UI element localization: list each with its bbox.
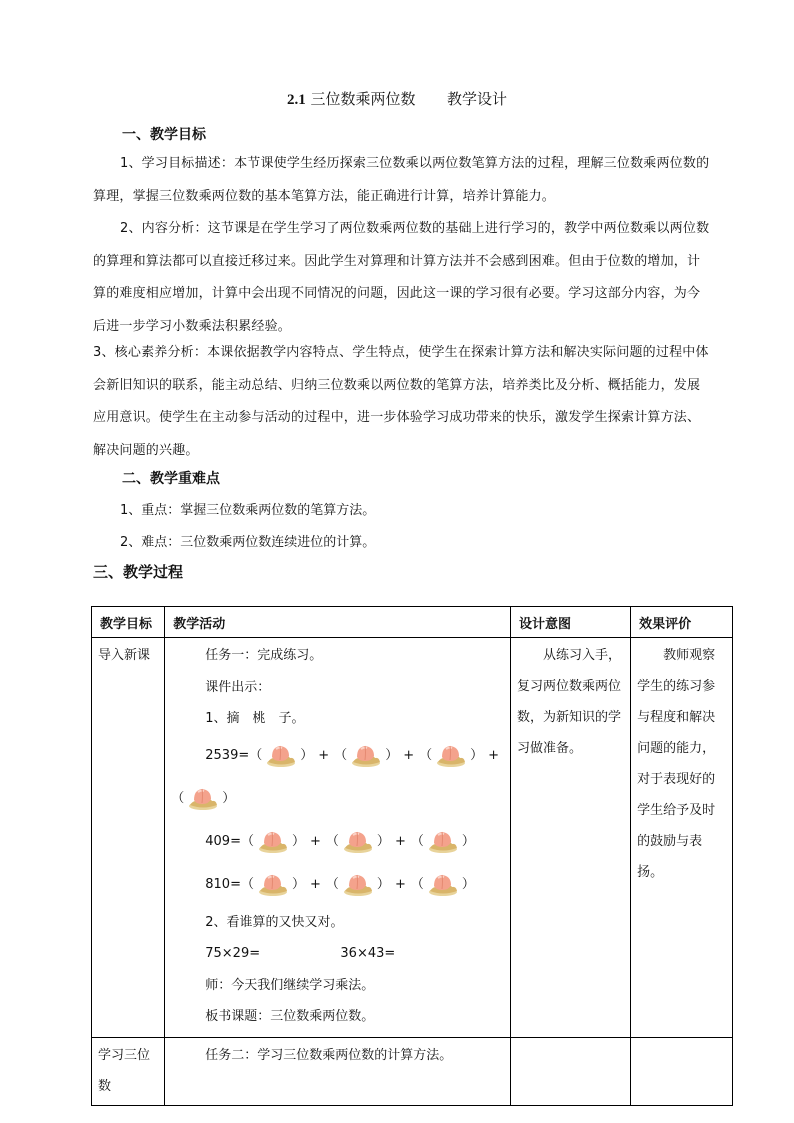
table-row xyxy=(92,638,733,1038)
plus-sign: + xyxy=(394,877,406,893)
peach-slot: （ ） xyxy=(326,826,390,858)
equation-409 xyxy=(171,821,504,864)
plus-sign: + xyxy=(394,834,406,850)
table-row xyxy=(92,1037,733,1105)
plus-sign: + xyxy=(318,748,330,764)
calc-36x43: 36×43= xyxy=(340,946,396,961)
peach-slot: （ ） xyxy=(411,826,475,858)
difficult-point: 2、难点：三位数乘两位数连续进位的计算。 xyxy=(120,535,376,550)
peach-icon xyxy=(341,872,375,898)
header-goal: 教学目标 xyxy=(92,607,165,638)
item-pick-peaches: 1、摘 桃 子。 xyxy=(205,711,305,726)
peach-slot: （ ） xyxy=(326,869,390,901)
plus-sign: + xyxy=(310,877,321,893)
design-intent-cell: 从练习入手，复习两位数乘两位数，为新知识的学习做准备。 xyxy=(511,638,631,1038)
table-header-row xyxy=(92,607,733,638)
peach-icon xyxy=(256,829,290,855)
peach-icon xyxy=(186,786,220,812)
equation-2539-continued xyxy=(171,778,504,821)
title-number: 2.1 xyxy=(286,92,306,108)
board-title: 板书课题：三位数乘两位数。 xyxy=(205,1009,375,1024)
activity-cell xyxy=(165,638,511,1038)
peach-slot: （ ） xyxy=(171,783,235,815)
page-title xyxy=(0,88,794,109)
teacher-line: 师：今天我们继续学习乘法。 xyxy=(205,977,375,993)
section1-heading: 一、教学目标 xyxy=(122,127,206,143)
evaluation-cell xyxy=(631,1037,733,1105)
peach-icon xyxy=(349,743,383,769)
calc-75x29: 75×29= xyxy=(205,946,261,961)
peach-icon xyxy=(426,872,460,898)
peach-icon xyxy=(341,829,375,855)
peach-slot: （ ） xyxy=(241,869,305,901)
equation-label: 2539= xyxy=(205,748,250,764)
activity-cell xyxy=(165,1037,511,1105)
objective-paragraph: 1、学习目标描述：本节课使学生经历探索三位数乘以两位数笔算方法的过程，理解三位数乘两位数的算理，掌握三位数乘两位数的基本笔算方法，能正确进行计算，培养计算能力。 xyxy=(93,156,710,204)
equation-810 xyxy=(171,864,504,907)
peach-slot: （ ） xyxy=(419,740,483,772)
header-design: 设计意图 xyxy=(511,607,631,638)
plus-sign: + xyxy=(488,748,500,764)
evaluation-cell: 教师观察学生的练习参与程度和解决问题的能力，对于表现好的学生给予及时的鼓励与表扬。 xyxy=(631,638,733,1038)
task-two: 任务二：学习三位数乘两位数的计算方法。 xyxy=(205,1047,453,1063)
key-point: 1、重点：掌握三位数乘两位数的笔算方法。 xyxy=(120,503,376,518)
title-suffix: 教学设计 xyxy=(447,90,508,108)
equation-2539 xyxy=(171,735,504,778)
section2-heading: 二、教学重难点 xyxy=(122,471,220,487)
peach-slot: （ ） xyxy=(241,826,305,858)
core-literacy-paragraph: 3、核心素养分析：本课依据教学内容特点、学生特点，使学生在探索计算方法和解决实际问题的过程中体会新旧知识的联系，能主动总结、归纳三位数乘以两位数的笔算方法，培养类比及分析、概括能力，发展应用意识。使学生在主动参与活动的过程中，进一步体验学习成功带来的快乐，激发学生探索计算方法、解决问题的兴趣。 xyxy=(93,345,709,458)
peach-icon xyxy=(264,743,298,769)
teaching-process-table xyxy=(91,606,733,1106)
peach-icon xyxy=(256,872,290,898)
equation-label: 810= xyxy=(205,877,241,893)
header-activity: 教学活动 xyxy=(165,607,511,638)
header-evaluation: 效果评价 xyxy=(631,607,733,638)
equation-label: 409= xyxy=(205,834,241,850)
content-analysis-paragraph: 2、内容分析：这节课是在学生学习了两位数乘两位数的基础上进行学习的，教学中两位数乘以两位数的算理和算法都可以直接迁移过来。因此学生对算理和计算方法并不会感到困难。但由于位数的增加，计算的难度相应增加，计算中会出现不同情况的问题，因此这一课的学习很有必要。学习这部分内容，为今后进一步学习小数乘法积累经验。 xyxy=(93,221,710,334)
calc-line xyxy=(171,938,504,970)
peach-icon xyxy=(426,829,460,855)
peach-slot: （ ） xyxy=(249,740,313,772)
design-intent-cell xyxy=(511,1037,631,1105)
title-text: 三位数乘两位数 xyxy=(310,90,416,108)
courseware-label: 课件出示： xyxy=(205,679,271,695)
goal-cell: 导入新课 xyxy=(92,638,165,1038)
section3-heading: 三、教学过程 xyxy=(93,563,184,581)
plus-sign: + xyxy=(310,834,321,850)
item-quick-calc: 2、看谁算的又快又对。 xyxy=(205,914,344,930)
peach-slot: （ ） xyxy=(411,869,475,901)
plus-sign: + xyxy=(403,748,415,764)
goal-cell: 学习三位数 xyxy=(92,1037,165,1105)
peach-icon xyxy=(434,743,468,769)
task-one: 任务一：完成练习。 xyxy=(205,648,323,663)
peach-slot: （ ） xyxy=(334,740,398,772)
